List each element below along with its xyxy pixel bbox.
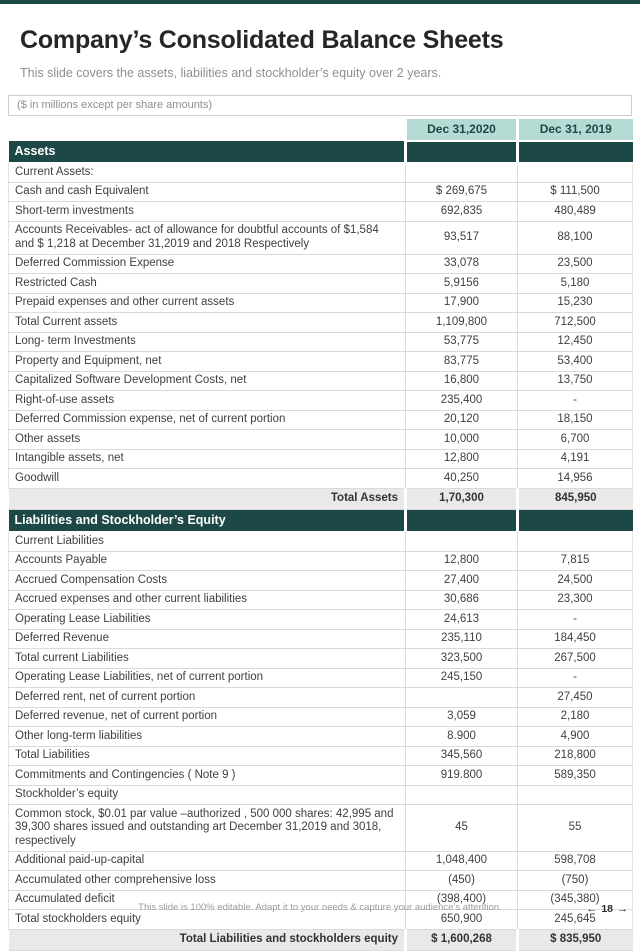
row-label: Operating Lease Liabilities [9, 610, 406, 630]
value-2020: 12,800 [406, 449, 518, 469]
table-row [9, 571, 633, 591]
table-row [9, 410, 633, 430]
page-navigation [586, 903, 628, 915]
table-row [9, 332, 633, 352]
value-2020: 650,900 [406, 910, 518, 930]
row-label: Right-of-use assets [9, 391, 406, 411]
table-row [9, 274, 633, 294]
balance-sheet-table [8, 119, 633, 951]
value-2019: 245,645 [518, 910, 633, 930]
table-row [9, 293, 633, 313]
value-2019: 53,400 [518, 352, 633, 372]
value-2019: 14,956 [518, 469, 633, 489]
value-2019: 6,700 [518, 430, 633, 450]
table-row [9, 851, 633, 871]
row-label: Restricted Cash [9, 274, 406, 294]
value-2019: 4,191 [518, 449, 633, 469]
row-label: Short-term investments [9, 202, 406, 222]
value-2020: 30,686 [406, 590, 518, 610]
value-2020: 1,70,300 [406, 488, 518, 510]
value-2019: 7,815 [518, 551, 633, 571]
row-label: Commitments and Contingencies ( Note 9 ) [9, 766, 406, 786]
page-title: Company’s Consolidated Balance Sheets [20, 26, 504, 54]
table-row [9, 551, 633, 571]
row-label: Accrued Compensation Costs [9, 571, 406, 591]
table-row [9, 532, 633, 552]
row-label: Operating Lease Liabilities, net of current portion [9, 668, 406, 688]
row-label: Goodwill [9, 469, 406, 489]
value-2019: 845,950 [518, 488, 633, 510]
row-label: Total Current assets [9, 313, 406, 333]
row-label: Accounts Payable [9, 551, 406, 571]
value-2019: (345,380) [518, 890, 633, 910]
value-2019: 184,450 [518, 629, 633, 649]
row-label: Other long-term liabilities [9, 727, 406, 747]
value-2020: 345,560 [406, 746, 518, 766]
row-label: Deferred revenue, net of current portion [9, 707, 406, 727]
table-row [9, 202, 633, 222]
row-label: Total stockholders equity [9, 910, 406, 930]
value-2019: 18,150 [518, 410, 633, 430]
table-row [9, 430, 633, 450]
value-2019: 13,750 [518, 371, 633, 391]
row-label: Stockholder’s equity [9, 785, 406, 805]
value-2019: 88,100 [518, 221, 633, 254]
row-label: Current Assets: [9, 163, 406, 183]
row-label: Current Liabilities [9, 532, 406, 552]
value-2020 [406, 163, 518, 183]
section-header-row [9, 510, 633, 532]
value-2020: 919.800 [406, 766, 518, 786]
row-label: Capitalized Software Development Costs, net [9, 371, 406, 391]
value-2019: 480,489 [518, 202, 633, 222]
table-row [9, 391, 633, 411]
top-accent-bar [0, 0, 640, 4]
table-row [9, 163, 633, 183]
value-2019: (750) [518, 871, 633, 891]
row-label: Total current Liabilities [9, 649, 406, 669]
row-label: Liabilities and Stockholder’s Equity [9, 510, 406, 532]
table-row [9, 182, 633, 202]
row-label: Assets [9, 141, 406, 163]
column-header-row [9, 119, 633, 141]
table-row [9, 590, 633, 610]
value-2020: 45 [406, 805, 518, 852]
table-row [9, 766, 633, 786]
table-units-note: ($ in millions except per share amounts) [8, 95, 632, 116]
value-2020: 40,250 [406, 469, 518, 489]
value-2019: 267,500 [518, 649, 633, 669]
value-2020: 235,110 [406, 629, 518, 649]
row-label: Total Liabilities and stockholders equity [9, 929, 406, 951]
row-label: Deferred Commission Expense [9, 254, 406, 274]
value-2020: 27,400 [406, 571, 518, 591]
row-label: Accumulated deficit [9, 890, 406, 910]
value-2020: 1,048,400 [406, 851, 518, 871]
value-2019: 27,450 [518, 688, 633, 708]
table-row [9, 469, 633, 489]
value-2020 [406, 141, 518, 163]
value-2020: (398,400) [406, 890, 518, 910]
next-page-arrow-icon[interactable]: → [617, 903, 628, 915]
table-row [9, 805, 633, 852]
value-2019 [518, 510, 633, 532]
value-2019: 24,500 [518, 571, 633, 591]
value-2019: 55 [518, 805, 633, 852]
table-row [9, 254, 633, 274]
value-2020: (450) [406, 871, 518, 891]
value-2020: 83,775 [406, 352, 518, 372]
value-2020: $ 269,675 [406, 182, 518, 202]
value-2020: 93,517 [406, 221, 518, 254]
value-2019 [518, 785, 633, 805]
value-2019: 2,180 [518, 707, 633, 727]
row-label: Deferred Commission expense, net of current portion [9, 410, 406, 430]
value-2020: 692,835 [406, 202, 518, 222]
value-2019: 15,230 [518, 293, 633, 313]
value-2019: $ 835,950 [518, 929, 633, 951]
row-label: Additional paid-up-capital [9, 851, 406, 871]
row-label: Intangible assets, net [9, 449, 406, 469]
column-header-dec-2020: Dec 31,2020 [406, 119, 518, 141]
value-2019 [518, 163, 633, 183]
value-2020: 53,775 [406, 332, 518, 352]
value-2020: 5,9156 [406, 274, 518, 294]
value-2019: 23,300 [518, 590, 633, 610]
value-2019: 712,500 [518, 313, 633, 333]
value-2019: - [518, 610, 633, 630]
value-2019: 218,800 [518, 746, 633, 766]
value-2019: 589,350 [518, 766, 633, 786]
value-2020: 1,109,800 [406, 313, 518, 333]
value-2020 [406, 510, 518, 532]
value-2019: 23,500 [518, 254, 633, 274]
value-2019: $ 111,500 [518, 182, 633, 202]
table-row [9, 371, 633, 391]
value-2020 [406, 532, 518, 552]
column-header-spacer [9, 119, 406, 141]
row-label: Accrued expenses and other current liabilities [9, 590, 406, 610]
value-2020: 17,900 [406, 293, 518, 313]
row-label: Cash and cash Equivalent [9, 182, 406, 202]
row-label: Prepaid expenses and other current assets [9, 293, 406, 313]
column-header-dec-2019: Dec 31, 2019 [518, 119, 633, 141]
total-row [9, 488, 633, 510]
value-2020: 10,000 [406, 430, 518, 450]
page-subtitle: This slide covers the assets, liabilities and stockholder’s equity over 2 years. [20, 66, 442, 80]
table-row [9, 688, 633, 708]
row-label: Total Liabilities [9, 746, 406, 766]
table-row [9, 871, 633, 891]
table-row [9, 449, 633, 469]
value-2020: 12,800 [406, 551, 518, 571]
value-2020: 16,800 [406, 371, 518, 391]
table-row [9, 221, 633, 254]
row-label: Common stock, $0.01 par value –authorized , 500 000 shares: 42,995 and 39,300 shares issued and outstanding art December 31,2019 and 3018, respectively [9, 805, 406, 852]
value-2020: 20,120 [406, 410, 518, 430]
value-2019: 598,708 [518, 851, 633, 871]
table-row [9, 313, 633, 333]
page-number: 18 [601, 903, 613, 915]
table-row [9, 785, 633, 805]
value-2020: 3,059 [406, 707, 518, 727]
table-row [9, 610, 633, 630]
value-2019: - [518, 668, 633, 688]
value-2019: - [518, 391, 633, 411]
row-label: Deferred Revenue [9, 629, 406, 649]
section-header-row [9, 141, 633, 163]
value-2020: $ 1,600,268 [406, 929, 518, 951]
table-row [9, 629, 633, 649]
value-2020: 245,150 [406, 668, 518, 688]
table-row [9, 352, 633, 372]
value-2019: 12,450 [518, 332, 633, 352]
value-2019: 5,180 [518, 274, 633, 294]
total-row [9, 929, 633, 951]
row-label: Long- term Investments [9, 332, 406, 352]
row-label: Accumulated other comprehensive loss [9, 871, 406, 891]
value-2019 [518, 141, 633, 163]
value-2020: 33,078 [406, 254, 518, 274]
footer-note: This slide is 100% editable. Adapt it to your needs & capture your audience’s attention. [138, 902, 502, 913]
value-2020: 323,500 [406, 649, 518, 669]
value-2019: 4,900 [518, 727, 633, 747]
value-2020: 24,613 [406, 610, 518, 630]
row-label: Property and Equipment, net [9, 352, 406, 372]
value-2020 [406, 688, 518, 708]
table-row [9, 727, 633, 747]
row-label: Accounts Receivables- act of allowance for doubtful accounts of $1,584 and $ 1,218 at December 31,2019 and 2018 Respectively [9, 221, 406, 254]
value-2020 [406, 785, 518, 805]
table-row [9, 668, 633, 688]
table-row [9, 707, 633, 727]
row-label: Other assets [9, 430, 406, 450]
row-label: Deferred rent, net of current portion [9, 688, 406, 708]
value-2020: 8.900 [406, 727, 518, 747]
prev-page-arrow-icon[interactable]: ← [586, 903, 598, 915]
table-row [9, 649, 633, 669]
row-label: Total Assets [9, 488, 406, 510]
value-2020: 235,400 [406, 391, 518, 411]
table-row [9, 746, 633, 766]
value-2019 [518, 532, 633, 552]
